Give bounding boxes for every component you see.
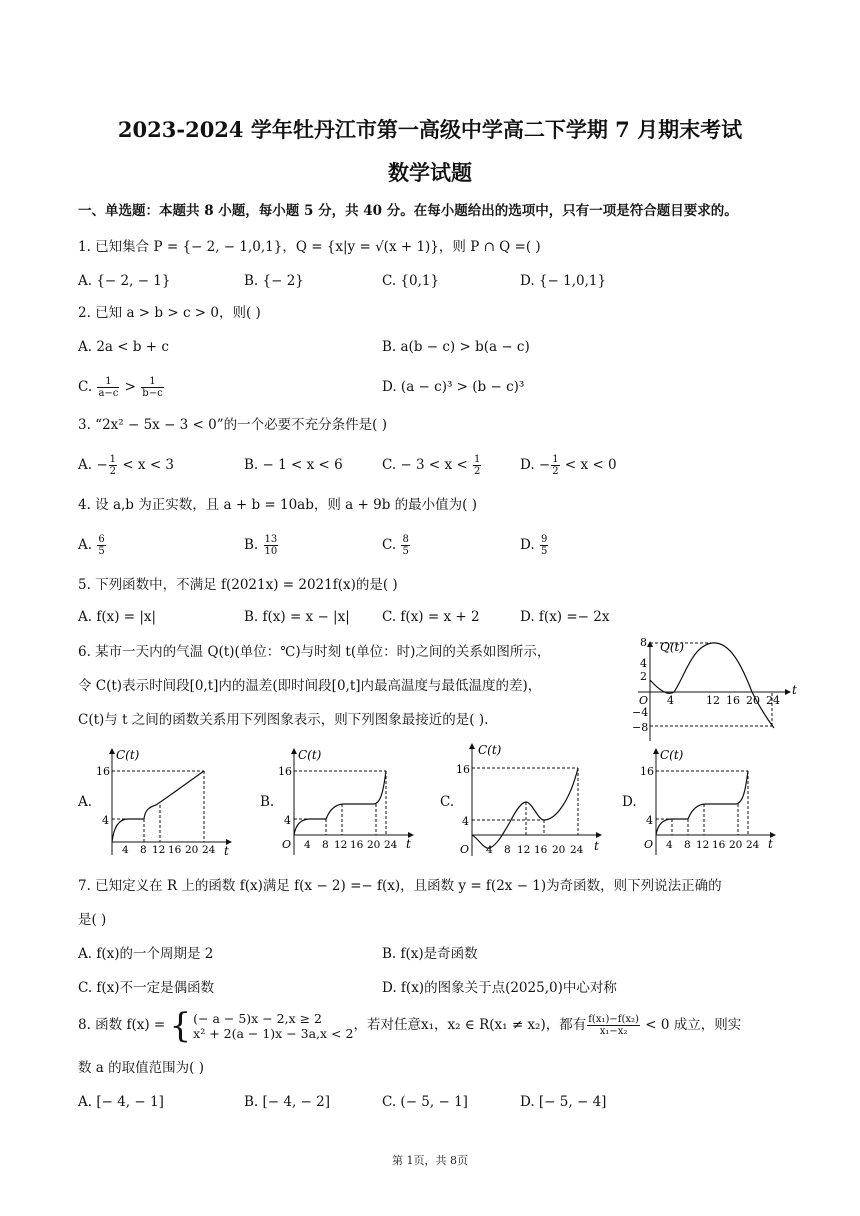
q8-stem-line2: 数 a 的取值范围为( ) [78,1060,204,1076]
piecewise-cases [193,1011,353,1041]
section-heading: 一、单选题：本题共 8 小题，每小题 5 分，共 40 分。在每小题给出的选项中，只有一项是符合题目要求的。 [78,203,738,219]
y-tick-8: 8 [640,636,647,649]
y-tick-neg4: −4 [632,706,649,719]
q2-option-c [78,376,165,399]
q6-stem-line3: C(t)与 t 之间的函数关系用下列图象表示，则下列图象最接近的是( ). [78,712,489,728]
numerator: 9 [540,534,548,545]
q4-a-prefix: A. [78,537,97,553]
x-tick: 12 [696,839,710,851]
x-tick: 16 [350,839,364,851]
x-axis-label: t [406,837,411,851]
y-tick-4: 4 [102,814,109,827]
x-tick: 8 [684,839,691,851]
y-tick-4: 4 [284,814,291,827]
fraction [109,454,117,477]
denominator: x₁−x₂ [599,1026,628,1037]
q6-option-a-label: A. [78,794,93,810]
q2-option-b: B. a(b − c) > b(a − c) [382,339,530,355]
q6-option-d-graph [640,745,780,860]
x-tick: 12 [517,844,531,856]
q6-option-b-label: B. [260,794,275,810]
x-tick: 16 [168,844,182,856]
q5-option-d: D. f(x) =− 2x [520,609,610,625]
q3-a-prefix: A. − [78,457,108,473]
x-tick: 24 [384,839,398,851]
q5-option-b: B. f(x) = x − |x| [244,609,350,625]
denominator: 5 [98,546,105,557]
page-footer: 第 1页，共 8页 [392,1154,468,1167]
numerator: 1 [141,376,163,388]
q6-stem-line2: 令 C(t)表示时间段[0,t]内的温差(即时间段[0,t]内最高温度与最低温度的差)， [78,678,542,694]
q5-option-a: A. f(x) = |x| [78,609,157,625]
q3-option-d [520,454,617,477]
x-tick: 20 [552,844,566,856]
q8-stem-line1 [78,1005,742,1046]
curve [472,768,578,848]
x-tick: 12 [334,839,348,851]
curve [656,771,748,835]
q5-stem: 5. 下列函数中，不满足 f(2021x) = 2021f(x)的是( ) [78,577,398,593]
q7-stem-line2: 是( ) [78,912,107,928]
temperature-curve [650,643,774,728]
q4-c-prefix: C. [382,537,401,553]
q7-stem-line1: 7. 已知定义在 R 上的函数 f(x)满足 f(x − 2) =− f(x)，且函数 y = f(2x − 1)为奇函数，则下列说法正确的 [78,878,722,894]
q1-option-c: C. {0,1} [382,273,440,289]
numerator: 1 [109,454,117,465]
case-2: x² + 2(a − 1)x − 3a,x < 2 [193,1025,354,1041]
q3-option-b: B. − 1 < x < 6 [244,457,343,473]
q2-option-a: A. 2a < b + c [78,339,169,355]
x-axis-label: t [768,837,773,851]
q7-option-a: A. f(x)的一个周期是 2 [78,946,214,962]
q3-stem: 3. “2x² − 5x − 3 < 0”的一个必要不充分条件是( ) [78,417,387,433]
q1-option-a: A. {− 2, − 1} [78,273,171,289]
denominator: 2 [474,466,481,477]
x-tick: 4 [486,844,493,856]
x-tick: 8 [322,839,329,851]
q7-option-d: D. f(x)的图象关于点(2025,0)中心对称 [382,980,617,996]
q4-option-d [520,534,549,557]
fraction [551,454,559,477]
q3-option-c [382,454,482,477]
x-axis-label: t [792,683,797,697]
q2-c-prefix: C. [78,379,97,395]
q4-b-prefix: B. [244,537,263,553]
q6-option-c-label: C. [440,794,455,810]
q4-stem: 4. 设 a,b 为正实数，且 a + b = 10ab，则 a + 9b 的最小值为( ) [78,497,477,513]
fraction [587,1014,640,1037]
numerator: 1 [552,454,559,465]
q3-c-prefix: C. − 3 < x < [382,457,473,473]
fraction [473,454,481,477]
x-tick-20: 20 [746,694,760,707]
numerator: 1 [97,376,119,388]
q6-option-b-graph [278,745,418,860]
q3-d-suffix: < x < 0 [560,457,617,473]
q2-option-d: D. (a − c)³ > (b − c)³ [382,379,525,395]
y-tick-16: 16 [278,765,292,778]
y-tick-4: 4 [462,815,469,828]
y-axis-label: C(t) [660,748,684,762]
x-tick: 12 [152,844,166,856]
q3-a-suffix: < x < 3 [118,457,175,473]
y-axis-label: C(t) [478,743,502,757]
numerator: 13 [264,534,278,545]
x-tick-16: 16 [726,694,740,707]
origin-label: O [282,838,292,851]
q2-stem: 2. 已知 a > b > c > 0，则( ) [78,305,261,321]
x-tick: 24 [570,844,584,856]
fraction [540,534,548,557]
q4-option-b [244,534,279,557]
x-tick: 4 [122,844,129,856]
x-tick: 16 [534,844,548,856]
q6-option-d-label: D. [622,794,637,810]
y-tick-16: 16 [640,765,654,778]
q2-c-operator: > [120,379,141,395]
q1-stem: 1. 已知集合 P = {− 2, − 1,0,1}，Q = {x|y = √(x + 1)}，则 P ∩ Q =( ) [78,239,541,255]
q4-option-a [78,534,107,557]
case-1: (− a − 5)x − 2,x ≥ 2 [193,1010,323,1026]
temperature-graph [630,636,810,746]
x-tick: 4 [666,839,673,851]
y-axis-label: C(t) [116,748,140,762]
origin-label: O [644,838,654,851]
q4-option-c [382,534,411,557]
fraction [141,376,163,399]
y-axis-label: C(t) [298,748,322,762]
y-axis-label: Q(t) [660,640,685,654]
x-axis-label: t [224,844,229,858]
x-tick: 24 [746,839,760,851]
fraction [97,376,119,399]
x-tick-4: 4 [667,694,674,707]
q6-option-c-graph [456,740,606,860]
denominator: b−c [142,388,163,399]
x-tick: 24 [202,844,216,856]
denominator: 5 [540,546,548,557]
q1-option-b: B. {− 2} [244,273,304,289]
denominator: 10 [264,546,278,557]
y-tick-4: 4 [640,657,647,670]
curve [112,771,204,842]
curve [294,771,386,835]
q8-condition: ，若对任意x₁，x₂ ∈ R(x₁ ≠ x₂)，都有 [353,1017,587,1033]
denominator: a−c [98,388,119,399]
origin-label: O [460,843,470,856]
x-tick: 20 [185,844,199,856]
q4-d-prefix: D. [520,537,539,553]
x-tick: 8 [140,844,147,856]
q7-option-c: C. f(x)不一定是偶函数 [78,980,215,996]
exam-title: 2023-2024 学年牡丹江市第一高级中学高二下学期 7 月期末考试 [117,117,743,142]
denominator: 2 [109,466,117,477]
q6-stem-line1: 6. 某市一天内的气温 Q(t)(单位：℃)与时刻 t(单位：时)之间的关系如图所示， [78,644,551,660]
q8-option-d: D. [− 5, − 4] [520,1094,607,1110]
fraction [401,534,409,557]
fraction [264,534,279,557]
y-tick-2: 2 [640,670,647,683]
origin-label: O [639,694,649,707]
brace-icon: { [169,1005,192,1046]
fraction [97,534,105,557]
q8-prefix: 8. 函数 f(x) = [78,1017,170,1033]
q8-option-b: B. [− 4, − 2] [244,1094,331,1110]
x-tick: 4 [304,839,311,851]
denominator: 2 [552,466,559,477]
q1-option-d: D. {− 1,0,1} [520,273,607,289]
numerator: 6 [98,534,105,545]
numerator: 1 [474,454,481,465]
y-tick-neg8: −8 [632,721,649,734]
q8-option-a: A. [− 4, − 1] [78,1094,164,1110]
y-tick-16: 16 [96,765,110,778]
x-axis-label: t [594,839,599,853]
y-tick-4: 4 [646,814,653,827]
x-tick: 20 [729,839,743,851]
numerator: f(x₁)−f(x₂) [588,1014,639,1025]
q3-option-a [78,454,174,477]
denominator: 5 [402,546,409,557]
x-tick: 16 [712,839,726,851]
q7-option-b: B. f(x)是奇函数 [382,946,478,962]
exam-subtitle: 数学试题 [388,160,472,185]
q3-d-prefix: D. − [520,457,551,473]
q5-option-c: C. f(x) = x + 2 [382,609,480,625]
numerator: 8 [402,534,409,545]
x-tick-12: 12 [706,694,720,707]
q8-option-c: C. (− 5, − 1] [382,1094,468,1110]
q8-suffix: < 0 成立，则实 [640,1017,742,1033]
y-tick-16: 16 [456,763,470,776]
x-tick-24: 24 [766,694,780,707]
x-tick: 20 [367,839,381,851]
x-tick: 8 [504,844,511,856]
q6-option-a-graph [96,745,236,860]
